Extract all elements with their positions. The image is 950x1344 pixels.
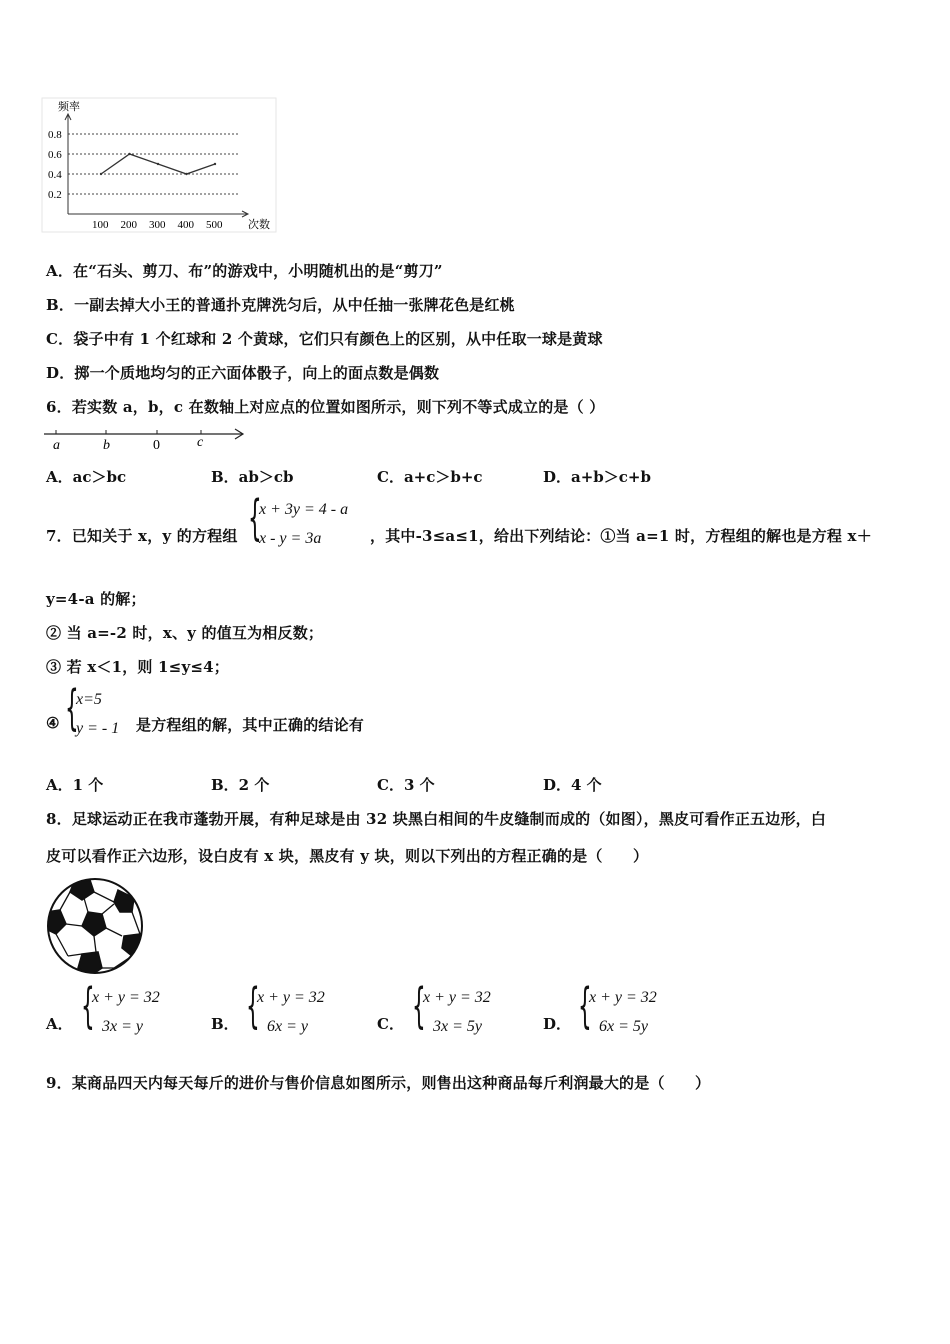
q8-option-equation-2: 6x = 5y bbox=[599, 1018, 648, 1035]
y-tick-label: 0.6 bbox=[48, 149, 62, 161]
q7-option-a: A．1 个 bbox=[46, 776, 104, 794]
q7-c4-equation-2: y = - 1 bbox=[76, 720, 120, 737]
q5-option-b: B．一副去掉大小王的普通扑克牌洗匀后，从中任抽一张牌花色是红桃 bbox=[46, 296, 515, 314]
q8-option-equation-2: 6x = y bbox=[267, 1018, 308, 1035]
q7-conclusion-2: ② 当 a=-2 时，x、y 的值互为相反数； bbox=[46, 624, 324, 642]
q8-option-label: B． bbox=[211, 1015, 239, 1033]
data-point bbox=[157, 163, 159, 165]
q8-option-equation-2: 3x = 5y bbox=[433, 1018, 482, 1035]
q7-brace: { bbox=[248, 490, 262, 546]
q8-option-equation-2: 3x = y bbox=[102, 1018, 143, 1035]
x-tick-label: 200 bbox=[120, 219, 137, 231]
q7-conclusion-4-marker: ④ bbox=[46, 714, 60, 732]
q8-option-brace: { bbox=[578, 978, 592, 1034]
q6-stem: 6．若实数 a，b，c 在数轴上对应点的位置如图所示，则下列不等式成立的是（ ） bbox=[46, 398, 605, 416]
q6-option-d: D．a+b＞c+b bbox=[543, 468, 651, 486]
q5-option-a: A．在“石头、剪刀、布”的游戏中，小明随机出的是“剪刀” bbox=[46, 262, 443, 280]
q8-option-brace: { bbox=[246, 978, 260, 1034]
q7-stem-pre: 7．已知关于 x，y 的方程组 bbox=[46, 527, 238, 545]
data-point bbox=[100, 173, 102, 175]
q7-option-d: D．4 个 bbox=[543, 776, 602, 794]
soccer-ball-figure bbox=[44, 876, 146, 976]
q9-stem: 9．某商品四天内每天每斤的进价与售价信息如图所示，则售出这种商品每斤利润最大的是（ ） bbox=[46, 1074, 711, 1092]
label-a: a bbox=[53, 438, 60, 452]
q8-option-brace: { bbox=[81, 978, 95, 1034]
y-tick-label: 0.4 bbox=[48, 169, 62, 181]
y-tick-label: 0.2 bbox=[48, 189, 62, 201]
label-c: c bbox=[197, 435, 204, 450]
q7-c4-equation-1: x=5 bbox=[76, 691, 102, 708]
q7-c4-brace: { bbox=[65, 680, 79, 736]
q8-option-equation-1: x + y = 32 bbox=[92, 989, 160, 1006]
q7-stem-post: ，其中-3≤a≤1，给出下列结论：①当 a=1 时，方程组的解也是方程 x＋ bbox=[370, 527, 872, 545]
x-tick-label: 500 bbox=[206, 219, 223, 231]
q6-option-b: B．ab＞cb bbox=[211, 468, 294, 486]
q8-stem-line-2: 皮可以看作正六边形，设白皮有 x 块，黑皮有 y 块，则以下列出的方程正确的是（ ） bbox=[46, 847, 649, 865]
q8-option-label: C． bbox=[377, 1015, 404, 1033]
q6-option-c: C．a+c＞b+c bbox=[377, 468, 483, 486]
q8-option-equation-1: x + y = 32 bbox=[423, 989, 491, 1006]
data-point bbox=[214, 163, 216, 165]
frequency-line-chart bbox=[40, 96, 280, 238]
q8-option-brace: { bbox=[412, 978, 426, 1034]
y-tick-label: 0.8 bbox=[48, 129, 62, 141]
x-tick-label: 400 bbox=[177, 219, 194, 231]
q8-option-equation-1: x + y = 32 bbox=[589, 989, 657, 1006]
q8-option-label: A． bbox=[46, 1015, 73, 1033]
q8-stem-line-1: 8．足球运动正在我市蓬勃开展，有种足球是由 32 块黑白相间的牛皮缝制而成的（如图），黑皮可看作正五边形，白 bbox=[46, 810, 827, 828]
x-tick-label: 300 bbox=[149, 219, 166, 231]
label-0: 0 bbox=[153, 438, 160, 452]
q7-equation-1: x + 3y = 4 - a bbox=[259, 501, 349, 518]
number-line bbox=[44, 424, 250, 452]
x-axis-label: 次数 bbox=[248, 219, 270, 231]
q7-stem-continued: y=4-a 的解； bbox=[46, 590, 146, 608]
q7-conclusion-3: ③ 若 x＜1，则 1≤y≤4； bbox=[46, 658, 229, 676]
q5-option-c: C．袋子中有 1 个红球和 2 个黄球，它们只有颜色上的区别，从中任取一球是黄球 bbox=[46, 330, 603, 348]
label-b: b bbox=[103, 438, 110, 452]
data-point bbox=[128, 153, 130, 155]
q7-conclusion-4-text: 是方程组的解，其中正确的结论有 bbox=[136, 716, 365, 734]
q5-option-d: D．掷一个质地均匀的正六面体骰子，向上的面点数是偶数 bbox=[46, 364, 440, 382]
x-tick-label: 100 bbox=[92, 219, 109, 231]
q8-option-label: D． bbox=[543, 1015, 572, 1033]
q7-equation-2: x - y = 3a bbox=[259, 530, 322, 547]
q8-option-equation-1: x + y = 32 bbox=[257, 989, 325, 1006]
data-point bbox=[185, 173, 187, 175]
q7-option-b: B．2 个 bbox=[211, 776, 270, 794]
q6-option-a: A．ac＞bc bbox=[46, 468, 127, 486]
q7-option-c: C．3 个 bbox=[377, 776, 435, 794]
y-axis-label: 频率 bbox=[58, 101, 80, 113]
